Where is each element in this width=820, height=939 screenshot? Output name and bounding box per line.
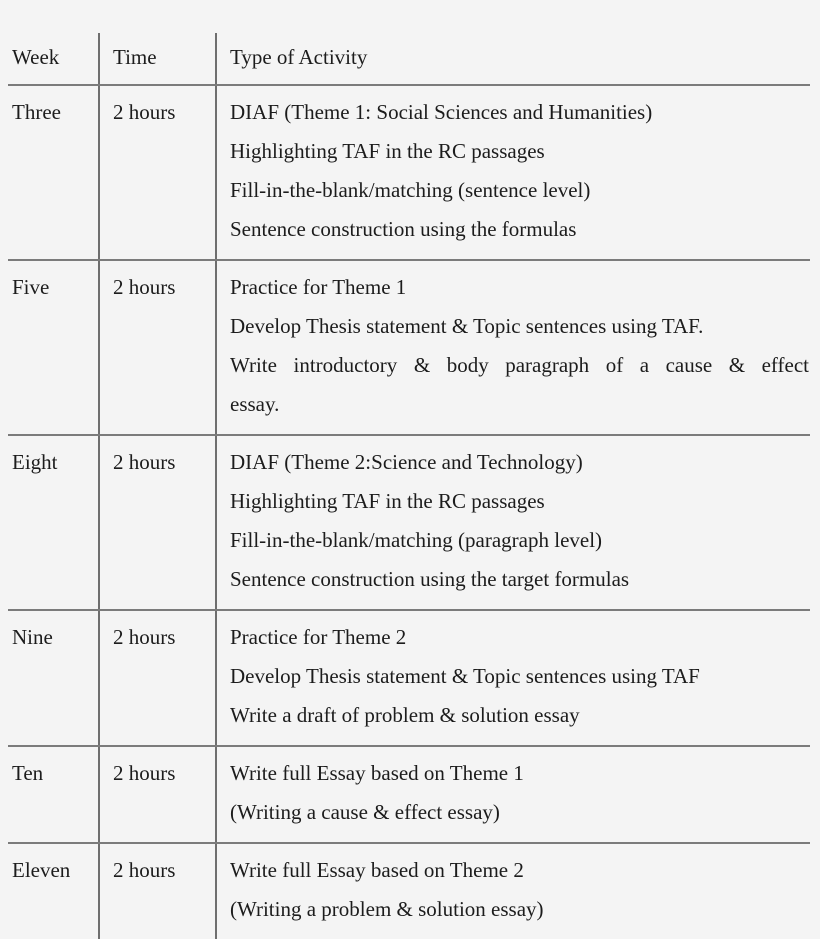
activity-line-wrapped (230, 346, 809, 424)
row-activity-cell (216, 85, 810, 260)
activity-line: Sentence construction using the formulas (230, 217, 577, 241)
row-week-value: Five (12, 275, 50, 299)
activity-line: Develop Thesis statement & Topic sentences using TAF. (230, 314, 704, 338)
header-row (8, 33, 810, 85)
table-row (8, 843, 810, 939)
activity-line: Practice for Theme 1 (230, 275, 407, 299)
activity-line: Write full Essay based on Theme 2 (230, 858, 524, 882)
course-schedule-table (8, 33, 810, 939)
activity-line: Practice for Theme 2 (230, 625, 407, 649)
row-time-cell (99, 843, 216, 939)
row-activity-cell (216, 435, 810, 610)
row-time-value: 2 hours (113, 450, 176, 474)
row-time-value: 2 hours (113, 100, 176, 124)
table-row (8, 260, 810, 435)
row-week-value: Three (12, 100, 61, 124)
table-row (8, 85, 810, 260)
activity-line: (Writing a cause & effect essay) (230, 800, 500, 824)
row-activity-cell (216, 746, 810, 843)
activity-line: (Writing a problem & solution essay) (230, 897, 544, 921)
row-time-cell (99, 610, 216, 746)
column-header-activity-label: Type of Activity (230, 45, 368, 69)
table-header (8, 33, 810, 85)
activity-line: Write full Essay based on Theme 1 (230, 761, 524, 785)
row-week-cell (8, 746, 99, 843)
row-week-cell (8, 260, 99, 435)
row-week-value: Nine (12, 625, 53, 649)
table-row (8, 610, 810, 746)
row-time-cell (99, 746, 216, 843)
table-body (8, 85, 810, 939)
column-header-time-label: Time (113, 45, 157, 69)
row-activity-list (217, 86, 810, 259)
activity-line: DIAF (Theme 1: Social Sciences and Humanities) (230, 100, 653, 124)
row-activity-list (217, 261, 810, 434)
activity-line: Develop Thesis statement & Topic sentences using TAF (230, 664, 700, 688)
row-time-value: 2 hours (113, 275, 176, 299)
column-header-time (99, 33, 216, 85)
row-week-cell (8, 843, 99, 939)
activity-line: Sentence construction using the target formulas (230, 567, 630, 591)
row-week-value: Ten (12, 761, 44, 785)
activity-line: Write introductory & body paragraph of a cause & effect (230, 353, 809, 377)
column-header-week (8, 33, 99, 85)
row-week-value: Eight (12, 450, 58, 474)
row-time-cell (99, 435, 216, 610)
row-week-cell (8, 435, 99, 610)
row-activity-list (217, 436, 810, 609)
activity-line: Fill-in-the-blank/matching (paragraph level) (230, 528, 603, 552)
row-time-value: 2 hours (113, 858, 176, 882)
activity-line: DIAF (Theme 2:Science and Technology) (230, 450, 583, 474)
row-time-value: 2 hours (113, 625, 176, 649)
column-header-week-label: Week (12, 45, 60, 69)
row-activity-list (217, 747, 810, 842)
row-activity-cell (216, 260, 810, 435)
row-activity-list (217, 844, 810, 939)
activity-line: Highlighting TAF in the RC passages (230, 489, 545, 513)
activity-line: Highlighting TAF in the RC passages (230, 139, 545, 163)
row-activity-cell (216, 610, 810, 746)
row-activity-list (217, 611, 810, 745)
row-time-value: 2 hours (113, 761, 176, 785)
row-week-value: Eleven (12, 858, 71, 882)
table-row (8, 435, 810, 610)
row-week-cell (8, 610, 99, 746)
activity-line: Write a draft of problem & solution essay (230, 703, 580, 727)
activity-line: essay. (230, 392, 280, 416)
row-time-cell (99, 85, 216, 260)
row-activity-cell (216, 843, 810, 939)
table-row (8, 746, 810, 843)
row-time-cell (99, 260, 216, 435)
row-week-cell (8, 85, 99, 260)
column-header-activity (216, 33, 810, 85)
activity-line: Fill-in-the-blank/matching (sentence level) (230, 178, 591, 202)
